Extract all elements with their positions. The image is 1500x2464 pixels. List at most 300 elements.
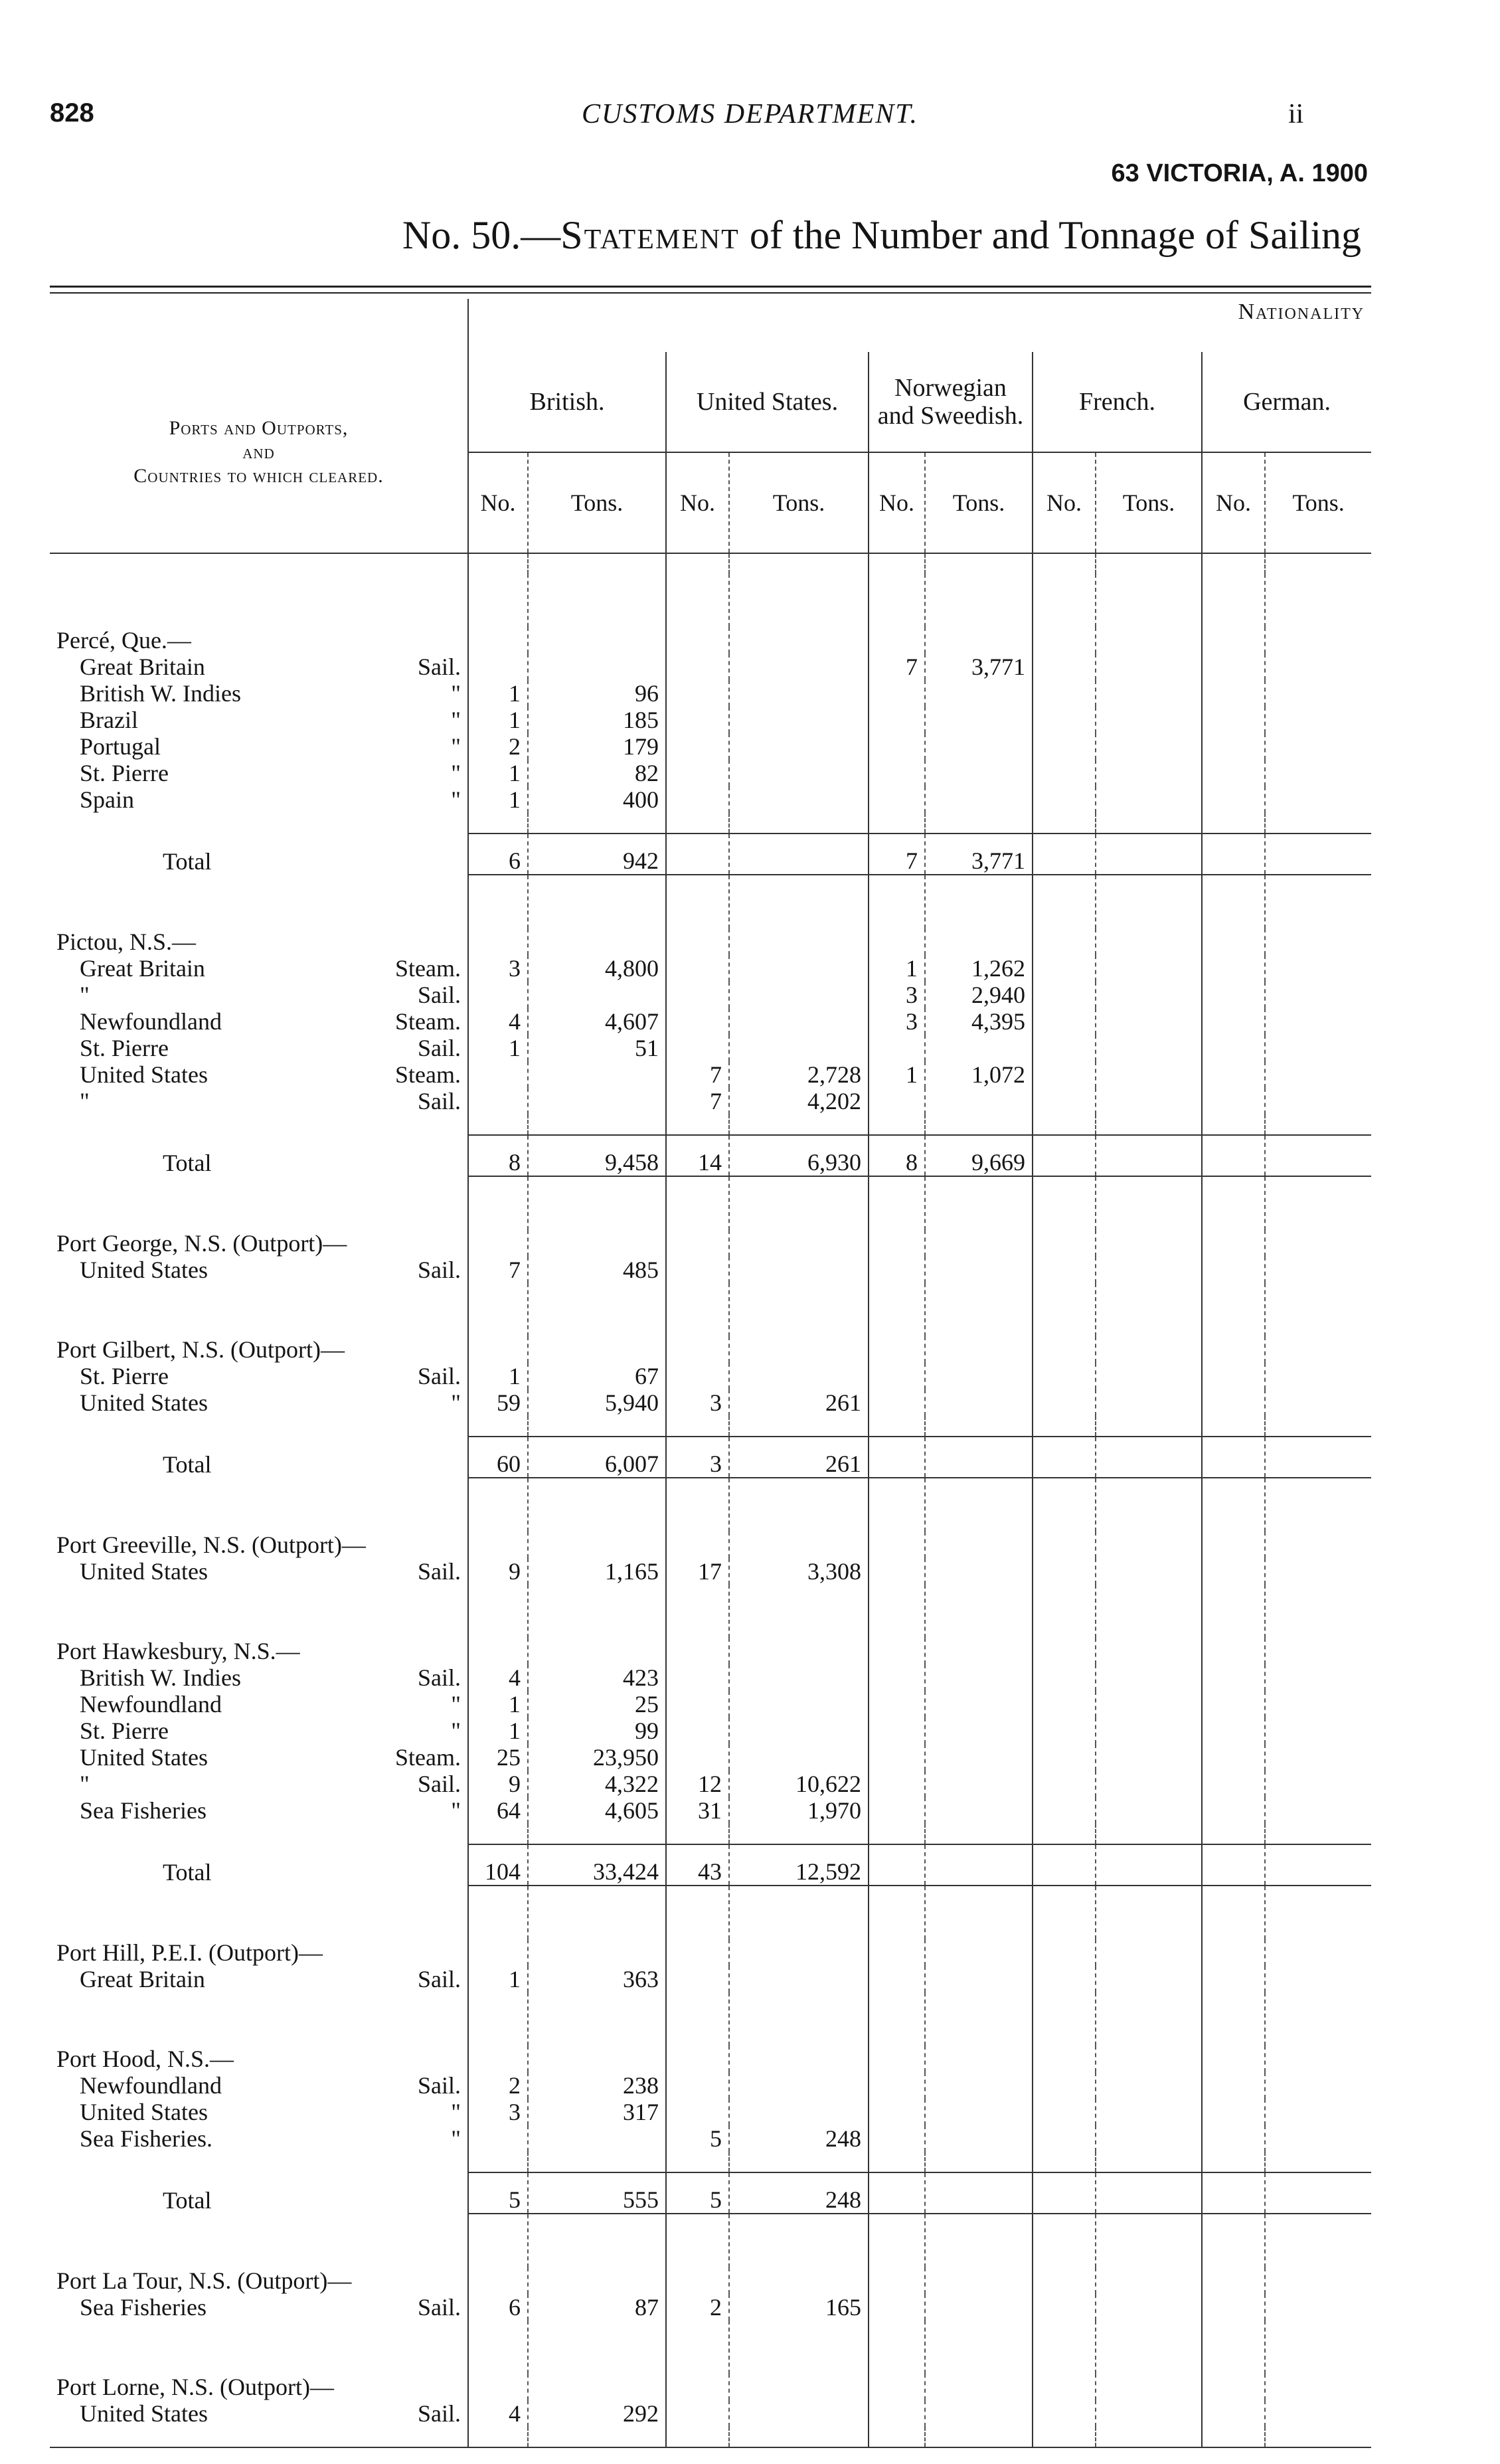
number-cell xyxy=(869,1638,925,1664)
nationality-heading: Nationality xyxy=(468,299,1371,352)
number-cell xyxy=(1033,1257,1096,1283)
number-cell xyxy=(869,1966,925,1992)
number-cell xyxy=(666,1363,729,1389)
tons-cell: 248 xyxy=(729,2172,869,2214)
number-cell: 3 xyxy=(666,1389,729,1416)
tons-cell xyxy=(1265,955,1371,982)
statement-body xyxy=(50,553,1371,2451)
tons-cell xyxy=(1096,982,1202,1008)
tons-cell xyxy=(1265,1966,1371,1992)
number-cell xyxy=(666,2046,729,2072)
tons-cell xyxy=(1265,928,1371,955)
table-row xyxy=(50,2125,1371,2152)
destination: Sea Fisheries xyxy=(80,2294,207,2321)
tons-cell xyxy=(729,1717,869,1744)
table-row xyxy=(50,1088,1371,1114)
spacer-row xyxy=(50,2214,1371,2267)
port-heading-row xyxy=(50,1532,1371,1558)
number-cell xyxy=(1202,928,1265,955)
port-name: Port Gilbert, N.S. (Outport)— xyxy=(56,1336,345,1363)
tons-cell: 4,605 xyxy=(528,1797,666,1824)
spacer-row xyxy=(50,813,1371,834)
number-cell xyxy=(1033,982,1096,1008)
tons-cell xyxy=(1096,1532,1202,1558)
vessel-type: Steam. xyxy=(395,1744,461,1771)
destination: United States xyxy=(80,1558,208,1585)
number-cell xyxy=(666,982,729,1008)
port-name: Port Greeville, N.S. (Outport)— xyxy=(56,1532,366,1558)
row-label xyxy=(50,2125,468,2152)
tons-cell xyxy=(1096,1717,1202,1744)
tons-cell: 4,395 xyxy=(925,1008,1033,1035)
spacer-row xyxy=(50,574,1371,627)
tons-cell xyxy=(1096,1664,1202,1691)
tons-cell xyxy=(528,1532,666,1558)
tons-cell xyxy=(1265,2172,1371,2214)
spacer-row xyxy=(50,2152,1371,2172)
number-cell xyxy=(468,1230,528,1257)
tons-cell xyxy=(1096,680,1202,707)
number-cell: 8 xyxy=(468,1135,528,1176)
tons-cell xyxy=(729,1638,869,1664)
tons-cell xyxy=(1265,1088,1371,1114)
tons-cell xyxy=(1096,928,1202,955)
number-cell: 1 xyxy=(468,760,528,786)
tons-cell xyxy=(925,1664,1033,1691)
vessel-type: Sail. xyxy=(417,982,461,1008)
row-label xyxy=(50,1744,468,1771)
tons-cell xyxy=(729,1664,869,1691)
number-cell xyxy=(869,1257,925,1283)
tons-cell xyxy=(1265,1437,1371,1478)
stub-spacer xyxy=(50,299,468,352)
number-cell xyxy=(1033,1363,1096,1389)
vessel-type: " xyxy=(451,1691,461,1717)
tons-cell xyxy=(729,707,869,733)
tons-cell xyxy=(1265,760,1371,786)
title-small-caps: Statement xyxy=(560,213,740,257)
number-cell: 2 xyxy=(468,733,528,760)
number-cell xyxy=(468,1638,528,1664)
tons-cell: 3,771 xyxy=(925,834,1033,875)
tons-cell xyxy=(528,1336,666,1363)
page-title xyxy=(299,213,1361,258)
tons-cell xyxy=(1265,1744,1371,1771)
tons-cell xyxy=(925,2172,1033,2214)
number-cell xyxy=(869,627,925,654)
total-label: Total xyxy=(163,1451,212,1478)
tons-cell: 4,202 xyxy=(729,1088,869,1114)
number-cell xyxy=(1033,1744,1096,1771)
port-heading-row xyxy=(50,2046,1371,2072)
tons-cell xyxy=(925,1558,1033,1585)
number-cell: 8 xyxy=(869,1135,925,1176)
destination: United States xyxy=(80,1744,208,1771)
vessel-type: " xyxy=(451,2099,461,2125)
number-cell xyxy=(869,786,925,813)
number-cell xyxy=(869,2374,925,2400)
spacer-row xyxy=(50,2321,1371,2374)
tons-cell xyxy=(729,1744,869,1771)
number-cell xyxy=(869,2099,925,2125)
tons-cell xyxy=(1096,2294,1202,2321)
number-cell xyxy=(666,2374,729,2400)
col-french: French. xyxy=(1033,352,1202,452)
tons-cell: 363 xyxy=(528,1966,666,1992)
tons-cell xyxy=(1096,1797,1202,1824)
tons-cell xyxy=(729,733,869,760)
vessel-type: Sail. xyxy=(417,1664,461,1691)
tons-cell xyxy=(1096,1638,1202,1664)
number-cell xyxy=(1033,733,1096,760)
number-cell xyxy=(666,760,729,786)
tons-cell xyxy=(1265,1257,1371,1283)
vessel-type: Sail. xyxy=(417,1771,461,1797)
number-cell xyxy=(666,1744,729,1771)
stub-header xyxy=(50,352,468,553)
nationality-row xyxy=(50,299,1371,352)
port-name: Port Hill, P.E.I. (Outport)— xyxy=(56,1939,323,1966)
number-cell xyxy=(1033,1061,1096,1088)
tons-cell xyxy=(729,1532,869,1558)
number-cell xyxy=(869,1744,925,1771)
number-cell xyxy=(1202,2400,1265,2427)
tons-cell xyxy=(1265,2294,1371,2321)
tons-cell xyxy=(729,2072,869,2099)
number-cell xyxy=(1033,1844,1096,1886)
number-cell xyxy=(1202,707,1265,733)
destination: British W. Indies xyxy=(80,1664,242,1691)
number-cell xyxy=(1202,786,1265,813)
tons-cell xyxy=(1096,2046,1202,2072)
number-cell xyxy=(666,1664,729,1691)
tons-cell xyxy=(925,2267,1033,2294)
number-cell xyxy=(1202,1437,1265,1478)
number-cell xyxy=(869,680,925,707)
tons-header: Tons. xyxy=(1096,452,1202,553)
top-rule-secondary xyxy=(50,292,1371,294)
session-label: 63 VICTORIA, A. 1900 xyxy=(1111,159,1368,187)
number-cell xyxy=(666,1532,729,1558)
tons-cell xyxy=(1096,1135,1202,1176)
number-cell: 3 xyxy=(869,982,925,1008)
tons-cell xyxy=(1265,1558,1371,1585)
number-cell xyxy=(1033,1558,1096,1585)
number-cell xyxy=(869,1230,925,1257)
number-cell: 1 xyxy=(468,1035,528,1061)
tons-cell: 248 xyxy=(729,2125,869,2152)
row-label xyxy=(50,1771,468,1797)
number-cell xyxy=(1202,1691,1265,1717)
spacer-row xyxy=(50,1585,1371,1638)
number-cell xyxy=(1033,2099,1096,2125)
tons-cell xyxy=(1265,2400,1371,2427)
number-cell xyxy=(1033,786,1096,813)
tons-cell xyxy=(1096,2099,1202,2125)
tons-cell: 4,607 xyxy=(528,1008,666,1035)
number-cell xyxy=(869,1717,925,1744)
number-cell xyxy=(666,928,729,955)
running-head: CUSTOMS DEPARTMENT. xyxy=(581,99,919,130)
number-cell xyxy=(666,707,729,733)
number-cell xyxy=(666,1717,729,1744)
destination: United States xyxy=(80,2400,208,2427)
number-cell xyxy=(1202,1558,1265,1585)
destination: Great Britain xyxy=(80,1966,205,1992)
tons-cell xyxy=(528,2046,666,2072)
number-cell xyxy=(1202,2125,1265,2152)
table-row xyxy=(50,982,1371,1008)
number-cell xyxy=(1202,627,1265,654)
number-cell xyxy=(1033,1691,1096,1717)
destination: Newfoundland xyxy=(80,2072,222,2099)
table-row xyxy=(50,1363,1371,1389)
table-row xyxy=(50,1717,1371,1744)
tons-cell xyxy=(925,2374,1033,2400)
tons-cell xyxy=(925,1389,1033,1416)
table-row xyxy=(50,1061,1371,1088)
number-cell: 7 xyxy=(869,834,925,875)
number-cell xyxy=(869,1363,925,1389)
number-cell xyxy=(1202,1844,1265,1886)
vessel-type: " xyxy=(451,786,461,813)
number-cell xyxy=(666,1035,729,1061)
no-header: No. xyxy=(666,452,729,553)
vessel-type: Sail. xyxy=(417,2294,461,2321)
number-cell xyxy=(666,733,729,760)
destination: United States xyxy=(80,1389,208,1416)
number-cell xyxy=(1202,1257,1265,1283)
number-cell: 9 xyxy=(468,1558,528,1585)
tons-cell xyxy=(925,1771,1033,1797)
number-cell xyxy=(1033,760,1096,786)
no-header: No. xyxy=(869,452,925,553)
row-label xyxy=(50,1061,468,1088)
tons-cell xyxy=(1096,1771,1202,1797)
destination: Newfoundland xyxy=(80,1008,222,1035)
tons-cell xyxy=(1265,1230,1371,1257)
tons-cell xyxy=(1265,982,1371,1008)
tons-cell xyxy=(925,1257,1033,1283)
number-cell xyxy=(1033,2046,1096,2072)
tons-cell xyxy=(1265,1363,1371,1389)
number-cell: 1 xyxy=(468,786,528,813)
spacer-row xyxy=(50,1283,1371,1336)
number-cell: 1 xyxy=(468,707,528,733)
page-number: 828 xyxy=(50,98,94,128)
number-cell: 3 xyxy=(869,1008,925,1035)
number-cell xyxy=(1033,928,1096,955)
port-heading-row xyxy=(50,1939,1371,1966)
number-cell xyxy=(869,760,925,786)
tons-cell xyxy=(1096,2267,1202,2294)
number-cell xyxy=(666,1939,729,1966)
number-cell xyxy=(1033,2072,1096,2099)
tons-cell xyxy=(1096,2374,1202,2400)
tons-cell xyxy=(925,928,1033,955)
tons-cell xyxy=(1265,1771,1371,1797)
tons-cell: 25 xyxy=(528,1691,666,1717)
number-cell xyxy=(1202,982,1265,1008)
tons-cell xyxy=(1265,1008,1371,1035)
tons-cell xyxy=(1096,654,1202,680)
row-label xyxy=(50,654,468,680)
number-cell: 1 xyxy=(869,955,925,982)
tons-header: Tons. xyxy=(528,452,666,553)
number-cell: 7 xyxy=(666,1061,729,1088)
number-cell xyxy=(1033,680,1096,707)
tons-cell xyxy=(1265,627,1371,654)
number-cell xyxy=(1202,1363,1265,1389)
destination: Great Britain xyxy=(80,654,205,680)
port-name: Port Hood, N.S.— xyxy=(56,2046,234,2072)
total-label: Total xyxy=(163,2187,212,2214)
number-cell: 104 xyxy=(468,1844,528,1886)
number-cell xyxy=(1033,1966,1096,1992)
number-cell xyxy=(1202,760,1265,786)
number-cell xyxy=(869,928,925,955)
number-cell xyxy=(468,1061,528,1088)
tons-cell xyxy=(1265,2374,1371,2400)
tons-cell xyxy=(1265,1844,1371,1886)
table-row xyxy=(50,1771,1371,1797)
tons-cell xyxy=(1096,1336,1202,1363)
tons-cell xyxy=(1096,786,1202,813)
number-cell xyxy=(666,627,729,654)
number-cell: 5 xyxy=(666,2172,729,2214)
number-cell: 60 xyxy=(468,1437,528,1478)
tons-cell xyxy=(1265,2267,1371,2294)
number-cell: 3 xyxy=(468,2099,528,2125)
tons-cell xyxy=(1096,1230,1202,1257)
tons-cell xyxy=(925,2099,1033,2125)
vessel-type: Sail. xyxy=(417,1257,461,1283)
number-cell xyxy=(1033,707,1096,733)
total-row xyxy=(50,2172,1371,2214)
tons-cell: 238 xyxy=(528,2072,666,2099)
tons-cell xyxy=(1265,2125,1371,2152)
number-cell xyxy=(1033,1336,1096,1363)
number-cell xyxy=(1202,1717,1265,1744)
tons-cell xyxy=(925,1363,1033,1389)
tons-cell: 1,165 xyxy=(528,1558,666,1585)
tons-cell xyxy=(1096,1744,1202,1771)
number-cell: 6 xyxy=(468,2294,528,2321)
number-cell: 7 xyxy=(869,654,925,680)
spacer-row xyxy=(50,1478,1371,1532)
row-label xyxy=(50,2294,468,2321)
table-row xyxy=(50,1691,1371,1717)
number-cell xyxy=(1033,2400,1096,2427)
number-cell xyxy=(1202,680,1265,707)
number-cell xyxy=(1033,1532,1096,1558)
tons-cell xyxy=(729,982,869,1008)
number-cell: 17 xyxy=(666,1558,729,1585)
port-name: Port La Tour, N.S. (Outport)— xyxy=(56,2267,352,2294)
col-norwegian-sweedish: Norwegian and Sweedish. xyxy=(869,352,1033,452)
tons-cell xyxy=(925,2072,1033,2099)
row-label xyxy=(50,1257,468,1283)
number-cell xyxy=(1202,1939,1265,1966)
tons-cell xyxy=(1096,2400,1202,2427)
vessel-type: Sail. xyxy=(417,1558,461,1585)
tons-cell: 9,669 xyxy=(925,1135,1033,1176)
number-cell xyxy=(468,928,528,955)
number-cell: 6 xyxy=(468,834,528,875)
destination: Brazil xyxy=(80,707,138,733)
total-label: Total xyxy=(163,1859,212,1886)
tons-cell: 4,800 xyxy=(528,955,666,982)
number-cell xyxy=(869,2172,925,2214)
total-row xyxy=(50,1135,1371,1176)
number-cell: 7 xyxy=(468,1257,528,1283)
tons-cell xyxy=(1096,1088,1202,1114)
number-cell xyxy=(666,1691,729,1717)
tons-cell: 292 xyxy=(528,2400,666,2427)
tons-cell xyxy=(729,786,869,813)
number-cell xyxy=(869,1532,925,1558)
tons-cell xyxy=(729,1035,869,1061)
tons-cell xyxy=(925,627,1033,654)
number-cell xyxy=(666,955,729,982)
tons-cell xyxy=(1265,1939,1371,1966)
table-row xyxy=(50,1008,1371,1035)
number-cell: 1 xyxy=(468,1717,528,1744)
spacer-row xyxy=(50,1416,1371,1437)
number-cell xyxy=(1033,1638,1096,1664)
number-cell xyxy=(1202,1532,1265,1558)
number-cell xyxy=(468,2267,528,2294)
tons-cell xyxy=(729,680,869,707)
vessel-type: Steam. xyxy=(395,955,461,982)
table-row xyxy=(50,2099,1371,2125)
vessel-type: " xyxy=(451,680,461,707)
col-united-states: United States. xyxy=(666,352,869,452)
vessel-type: Sail. xyxy=(417,1035,461,1061)
top-rule xyxy=(50,286,1371,288)
number-cell xyxy=(869,2294,925,2321)
tons-cell xyxy=(729,1336,869,1363)
port-name: Pictou, N.S.— xyxy=(56,928,197,955)
row-label xyxy=(50,1035,468,1061)
tons-cell xyxy=(1265,2072,1371,2099)
port-heading-row xyxy=(50,1230,1371,1257)
tons-cell xyxy=(729,834,869,875)
row-label xyxy=(50,707,468,733)
number-cell xyxy=(1033,2294,1096,2321)
number-cell xyxy=(1033,1135,1096,1176)
row-label xyxy=(50,786,468,813)
tons-cell xyxy=(925,733,1033,760)
tons-cell xyxy=(528,1230,666,1257)
tons-cell: 261 xyxy=(729,1437,869,1478)
table-row xyxy=(50,786,1371,813)
destination: " xyxy=(80,1771,90,1797)
col-british: British. xyxy=(468,352,666,452)
port-name: Port Hawkesbury, N.S.— xyxy=(56,1638,300,1664)
number-cell: 1 xyxy=(869,1061,925,1088)
port-heading-row xyxy=(50,1638,1371,1664)
tons-cell xyxy=(729,1939,869,1966)
row-label xyxy=(50,1363,468,1389)
number-cell xyxy=(1202,1035,1265,1061)
number-cell xyxy=(1033,2125,1096,2152)
tons-cell xyxy=(729,1008,869,1035)
tons-cell: 4,322 xyxy=(528,1771,666,1797)
row-label xyxy=(50,2072,468,2099)
tons-cell xyxy=(1096,1966,1202,1992)
tons-cell xyxy=(729,2374,869,2400)
